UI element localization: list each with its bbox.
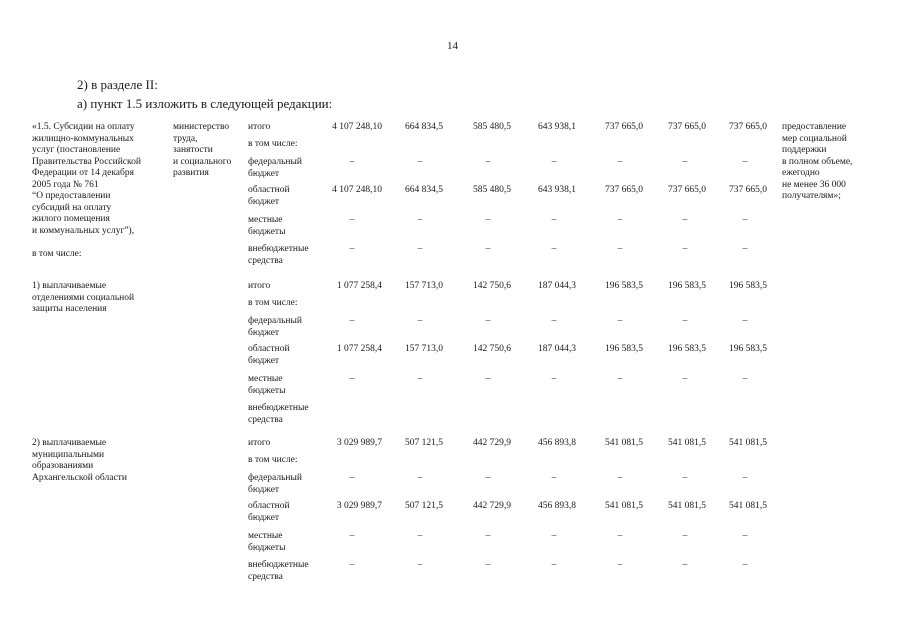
row-label: бюджет bbox=[248, 327, 280, 338]
row-label: областной bbox=[248, 344, 290, 354]
value-dash: – bbox=[485, 560, 491, 570]
measure-text: защиты населения bbox=[32, 304, 107, 314]
value-dash: – bbox=[349, 244, 355, 254]
value-cell: 541 081,5 bbox=[605, 438, 643, 448]
row-label: бюджет bbox=[248, 512, 280, 523]
value-dash: – bbox=[617, 316, 623, 326]
value-cell: 737 665,0 bbox=[729, 122, 767, 132]
value-dash: – bbox=[742, 531, 748, 541]
value-cell: 643 938,1 bbox=[538, 185, 576, 195]
row-label: федеральный bbox=[248, 473, 302, 483]
value-dash: – bbox=[682, 374, 688, 384]
result-text: мер социальной bbox=[782, 133, 847, 144]
value-dash: – bbox=[417, 244, 423, 254]
value-dash: – bbox=[742, 560, 748, 570]
row-label: бюджеты bbox=[248, 542, 286, 553]
value-dash: – bbox=[349, 316, 355, 326]
row-label: итого bbox=[248, 281, 271, 291]
value-dash: – bbox=[742, 374, 748, 384]
measure-text: муниципальными bbox=[32, 449, 105, 460]
value-cell: 196 583,5 bbox=[668, 281, 706, 291]
row-label: местные bbox=[248, 531, 283, 541]
value-dash: – bbox=[485, 374, 491, 384]
paragraph-instruction: а) пункт 1.5 изложить в следующей редакции: bbox=[77, 96, 333, 111]
measure-text: Федерации от 14 декабря bbox=[32, 168, 134, 178]
value-dash: – bbox=[682, 560, 688, 570]
page-number: 14 bbox=[447, 40, 458, 52]
result-text: предоставление bbox=[782, 122, 847, 132]
value-dash: – bbox=[551, 531, 557, 541]
measure-text: Архангельской области bbox=[32, 472, 127, 483]
measure-text: «1.5. Субсидии на оплату bbox=[32, 122, 135, 132]
row-label: итого bbox=[248, 122, 271, 132]
value-cell: 737 665,0 bbox=[729, 185, 767, 195]
value-dash: – bbox=[682, 215, 688, 225]
row-label: областной bbox=[248, 501, 290, 511]
value-dash: – bbox=[551, 215, 557, 225]
value-dash: – bbox=[682, 316, 688, 326]
value-cell: 541 081,5 bbox=[729, 438, 767, 448]
value-dash: – bbox=[417, 316, 423, 326]
value-cell: 507 121,5 bbox=[405, 438, 443, 448]
value-cell: 541 081,5 bbox=[668, 501, 706, 511]
result-text: не менее 36 000 bbox=[782, 179, 846, 190]
value-dash: – bbox=[682, 244, 688, 254]
measure-text: Правительства Российской bbox=[32, 156, 141, 167]
value-dash: – bbox=[349, 560, 355, 570]
value-dash: – bbox=[485, 215, 491, 225]
measure-text: и коммунальных услуг”), bbox=[32, 225, 135, 236]
value-dash: – bbox=[485, 531, 491, 541]
row-label: бюджет bbox=[248, 484, 280, 495]
value-cell: 541 081,5 bbox=[729, 501, 767, 511]
result-text: ежегодно bbox=[782, 168, 820, 178]
value-cell: 541 081,5 bbox=[605, 501, 643, 511]
value-cell: 1 077 258,4 bbox=[336, 344, 382, 354]
value-cell: 142 750,6 bbox=[473, 344, 511, 354]
value-cell: 456 893,8 bbox=[538, 438, 576, 448]
value-cell: 442 729,9 bbox=[473, 501, 511, 511]
row-label: бюджет bbox=[248, 355, 280, 366]
measure-text: 2005 года № 761 bbox=[32, 179, 99, 190]
value-dash: – bbox=[485, 473, 491, 483]
value-dash: – bbox=[485, 244, 491, 254]
value-cell: 4 107 248,10 bbox=[332, 185, 382, 195]
row-label: федеральный bbox=[248, 157, 302, 167]
value-cell: 1 077 258,4 bbox=[336, 281, 382, 291]
result-text: получателям»; bbox=[782, 191, 841, 201]
executor-text: и социального bbox=[173, 156, 232, 167]
value-cell: 157 713,0 bbox=[405, 281, 443, 291]
row-label: местные bbox=[248, 215, 283, 225]
measure-text: “О предоставлении bbox=[32, 191, 111, 201]
value-cell: 196 583,5 bbox=[605, 344, 643, 354]
value-dash: – bbox=[551, 374, 557, 384]
value-cell: 664 834,5 bbox=[405, 122, 443, 132]
row-label: в том числе: bbox=[248, 298, 298, 308]
value-dash: – bbox=[551, 473, 557, 483]
value-dash: – bbox=[349, 531, 355, 541]
measure-text: в том числе: bbox=[32, 248, 82, 259]
row-label: областной bbox=[248, 185, 290, 195]
value-dash: – bbox=[742, 215, 748, 225]
measure-text: отделениями социальной bbox=[32, 292, 135, 303]
row-label: бюджеты bbox=[248, 385, 286, 396]
row-label: внебюджетные bbox=[248, 403, 309, 413]
value-dash: – bbox=[617, 215, 623, 225]
row-label: в том числе: bbox=[248, 139, 298, 149]
value-cell: 157 713,0 bbox=[405, 344, 443, 354]
measure-text: жилищно-коммунальных bbox=[32, 133, 134, 144]
measure-text: образованиями bbox=[32, 461, 94, 471]
value-cell: 664 834,5 bbox=[405, 185, 443, 195]
value-dash: – bbox=[551, 316, 557, 326]
row-label: средства bbox=[248, 571, 283, 582]
value-dash: – bbox=[349, 374, 355, 384]
value-dash: – bbox=[742, 157, 748, 167]
result-text: поддержки bbox=[782, 145, 827, 155]
value-cell: 196 583,5 bbox=[729, 344, 767, 354]
value-cell: 196 583,5 bbox=[668, 344, 706, 354]
value-dash: – bbox=[742, 316, 748, 326]
row-label: бюджет bbox=[248, 168, 280, 179]
row-label: средства bbox=[248, 255, 283, 266]
value-cell: 737 665,0 bbox=[605, 185, 643, 195]
row-label: бюджет bbox=[248, 196, 280, 207]
value-cell: 585 480,5 bbox=[473, 122, 511, 132]
row-label: бюджеты bbox=[248, 226, 286, 237]
value-dash: – bbox=[742, 244, 748, 254]
value-cell: 187 044,3 bbox=[538, 281, 576, 291]
value-cell: 196 583,5 bbox=[729, 281, 767, 291]
value-dash: – bbox=[617, 374, 623, 384]
measure-text: услуг (постановление bbox=[32, 145, 121, 155]
value-cell: 3 029 989,7 bbox=[336, 501, 382, 511]
value-dash: – bbox=[485, 316, 491, 326]
value-cell: 456 893,8 bbox=[538, 501, 576, 511]
value-cell: 585 480,5 bbox=[473, 185, 511, 195]
row-label: итого bbox=[248, 438, 271, 448]
value-cell: 142 750,6 bbox=[473, 281, 511, 291]
value-dash: – bbox=[617, 157, 623, 167]
measure-text: 1) выплачиваемые bbox=[32, 281, 107, 291]
value-dash: – bbox=[417, 560, 423, 570]
value-dash: – bbox=[349, 215, 355, 225]
value-cell: 737 665,0 bbox=[668, 122, 706, 132]
value-dash: – bbox=[349, 157, 355, 167]
value-cell: 196 583,5 bbox=[605, 281, 643, 291]
value-cell: 737 665,0 bbox=[668, 185, 706, 195]
result-text: в полном объеме, bbox=[782, 156, 853, 167]
value-dash: – bbox=[417, 374, 423, 384]
value-dash: – bbox=[417, 473, 423, 483]
executor-text: труда, bbox=[173, 133, 198, 144]
value-dash: – bbox=[417, 215, 423, 225]
value-dash: – bbox=[417, 157, 423, 167]
row-label: средства bbox=[248, 414, 283, 425]
executor-text: развития bbox=[173, 168, 209, 178]
row-label: внебюджетные bbox=[248, 244, 309, 254]
value-cell: 4 107 248,10 bbox=[332, 122, 382, 132]
value-cell: 3 029 989,7 bbox=[336, 438, 382, 448]
measure-text: 2) выплачиваемые bbox=[32, 438, 107, 448]
value-dash: – bbox=[617, 531, 623, 541]
value-cell: 187 044,3 bbox=[538, 344, 576, 354]
value-dash: – bbox=[551, 157, 557, 167]
value-dash: – bbox=[682, 473, 688, 483]
value-dash: – bbox=[742, 473, 748, 483]
executor-text: занятости bbox=[173, 145, 213, 155]
value-dash: – bbox=[617, 244, 623, 254]
value-dash: – bbox=[485, 157, 491, 167]
value-cell: 507 121,5 bbox=[405, 501, 443, 511]
measure-text: жилого помещения bbox=[32, 214, 110, 224]
value-cell: 442 729,9 bbox=[473, 438, 511, 448]
row-label: местные bbox=[248, 374, 283, 384]
measure-text: субсидий на оплату bbox=[32, 202, 112, 213]
value-dash: – bbox=[682, 157, 688, 167]
row-label: в том числе: bbox=[248, 455, 298, 465]
value-dash: – bbox=[617, 473, 623, 483]
value-dash: – bbox=[349, 473, 355, 483]
value-dash: – bbox=[551, 560, 557, 570]
row-label: внебюджетные bbox=[248, 560, 309, 570]
value-dash: – bbox=[682, 531, 688, 541]
value-dash: – bbox=[551, 244, 557, 254]
value-cell: 737 665,0 bbox=[605, 122, 643, 132]
value-dash: – bbox=[617, 560, 623, 570]
value-cell: 643 938,1 bbox=[538, 122, 576, 132]
value-dash: – bbox=[417, 531, 423, 541]
section-heading: 2) в разделе II: bbox=[77, 77, 158, 92]
value-cell: 541 081,5 bbox=[668, 438, 706, 448]
row-label: федеральный bbox=[248, 316, 302, 326]
executor-text: министерство bbox=[173, 122, 230, 132]
